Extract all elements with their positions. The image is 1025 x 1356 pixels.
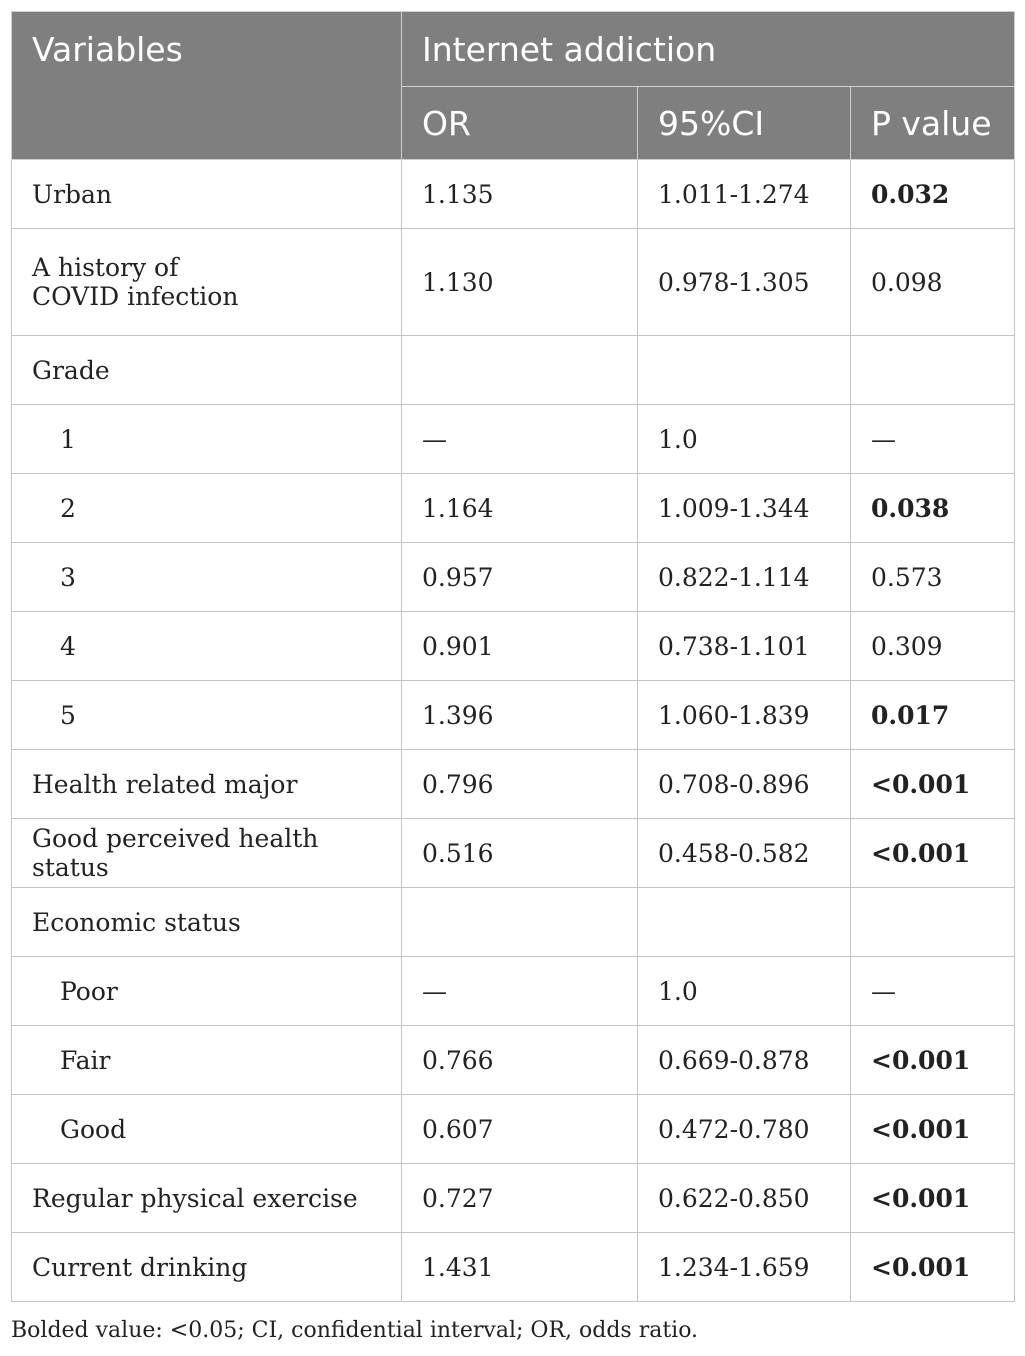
variable-cell: 3 — [12, 543, 402, 612]
or-cell: 0.516 — [402, 819, 638, 888]
p-value-cell: <0.001 — [851, 1026, 1015, 1095]
or-header: OR — [402, 87, 638, 160]
results-table-container — [11, 11, 1014, 1302]
variable-cell: 4 — [12, 612, 402, 681]
p-value-cell: — — [851, 957, 1015, 1026]
table-row — [12, 681, 1015, 750]
ci-cell: 1.060-1.839 — [638, 681, 851, 750]
or-cell: 1.164 — [402, 474, 638, 543]
ci-cell: 0.738-1.101 — [638, 612, 851, 681]
ci-cell: 0.669-0.878 — [638, 1026, 851, 1095]
p-value-cell: <0.001 — [851, 750, 1015, 819]
table-row — [12, 1095, 1015, 1164]
table-row — [12, 1164, 1015, 1233]
ci-cell — [638, 336, 851, 405]
table-row — [12, 819, 1015, 888]
ci-cell: 0.472-0.780 — [638, 1095, 851, 1164]
p-value-cell — [851, 336, 1015, 405]
or-cell: 0.766 — [402, 1026, 638, 1095]
table-row — [12, 543, 1015, 612]
or-cell — [402, 888, 638, 957]
table-row — [12, 229, 1015, 336]
p-value-cell: 0.032 — [851, 160, 1015, 229]
table-footnote: Bolded value: <0.05; CI, confidential interval; OR, odds ratio. — [11, 1318, 699, 1343]
variable-cell: Grade — [12, 336, 402, 405]
p-value-header: P value — [851, 87, 1015, 160]
variable-cell: A history of COVID infection — [12, 229, 402, 336]
p-value-cell: 0.573 — [851, 543, 1015, 612]
header-row-1 — [12, 12, 1015, 87]
variable-cell: Regular physical exercise — [12, 1164, 402, 1233]
ci-cell: 1.011-1.274 — [638, 160, 851, 229]
or-cell: — — [402, 957, 638, 1026]
variable-cell: Urban — [12, 160, 402, 229]
p-value-cell: <0.001 — [851, 1233, 1015, 1302]
variable-cell: Current drinking — [12, 1233, 402, 1302]
or-cell: 0.796 — [402, 750, 638, 819]
table-row — [12, 405, 1015, 474]
variable-cell: 2 — [12, 474, 402, 543]
or-cell: 1.130 — [402, 229, 638, 336]
variables-header: Variables — [12, 12, 402, 160]
or-cell: 1.431 — [402, 1233, 638, 1302]
variable-cell: Good — [12, 1095, 402, 1164]
table-row — [12, 160, 1015, 229]
ci-cell — [638, 888, 851, 957]
table-header — [12, 12, 1015, 160]
or-cell: — — [402, 405, 638, 474]
or-cell: 0.957 — [402, 543, 638, 612]
variable-cell: 1 — [12, 405, 402, 474]
ci-cell: 0.708-0.896 — [638, 750, 851, 819]
ci-cell: 0.822-1.114 — [638, 543, 851, 612]
table-row — [12, 612, 1015, 681]
table-row — [12, 474, 1015, 543]
variable-cell: Poor — [12, 957, 402, 1026]
table-row — [12, 1026, 1015, 1095]
p-value-cell: 0.309 — [851, 612, 1015, 681]
ci-cell: 1.0 — [638, 405, 851, 474]
p-value-cell: — — [851, 405, 1015, 474]
p-value-cell — [851, 888, 1015, 957]
variable-cell: 5 — [12, 681, 402, 750]
p-value-cell: 0.038 — [851, 474, 1015, 543]
ci-cell: 1.234-1.659 — [638, 1233, 851, 1302]
table-row — [12, 957, 1015, 1026]
table-body — [12, 160, 1015, 1302]
p-value-cell: 0.098 — [851, 229, 1015, 336]
or-cell: 0.727 — [402, 1164, 638, 1233]
variable-cell: Fair — [12, 1026, 402, 1095]
table-row — [12, 1233, 1015, 1302]
internet-addiction-header: Internet addiction — [402, 12, 1015, 87]
table-row — [12, 888, 1015, 957]
ci-cell: 0.978-1.305 — [638, 229, 851, 336]
or-cell — [402, 336, 638, 405]
table-row — [12, 750, 1015, 819]
p-value-cell: 0.017 — [851, 681, 1015, 750]
p-value-cell: <0.001 — [851, 1164, 1015, 1233]
internet-addiction-table — [11, 11, 1015, 1302]
p-value-cell: <0.001 — [851, 1095, 1015, 1164]
variable-cell: Good perceived health status — [12, 819, 402, 888]
ci-cell: 0.622-0.850 — [638, 1164, 851, 1233]
ci-cell: 0.458-0.582 — [638, 819, 851, 888]
table-row — [12, 336, 1015, 405]
ci-cell: 1.009-1.344 — [638, 474, 851, 543]
p-value-cell: <0.001 — [851, 819, 1015, 888]
variable-cell: Health related major — [12, 750, 402, 819]
or-cell: 0.901 — [402, 612, 638, 681]
or-cell: 1.396 — [402, 681, 638, 750]
or-cell: 0.607 — [402, 1095, 638, 1164]
ci-cell: 1.0 — [638, 957, 851, 1026]
variable-cell: Economic status — [12, 888, 402, 957]
or-cell: 1.135 — [402, 160, 638, 229]
ci-header: 95%CI — [638, 87, 851, 160]
